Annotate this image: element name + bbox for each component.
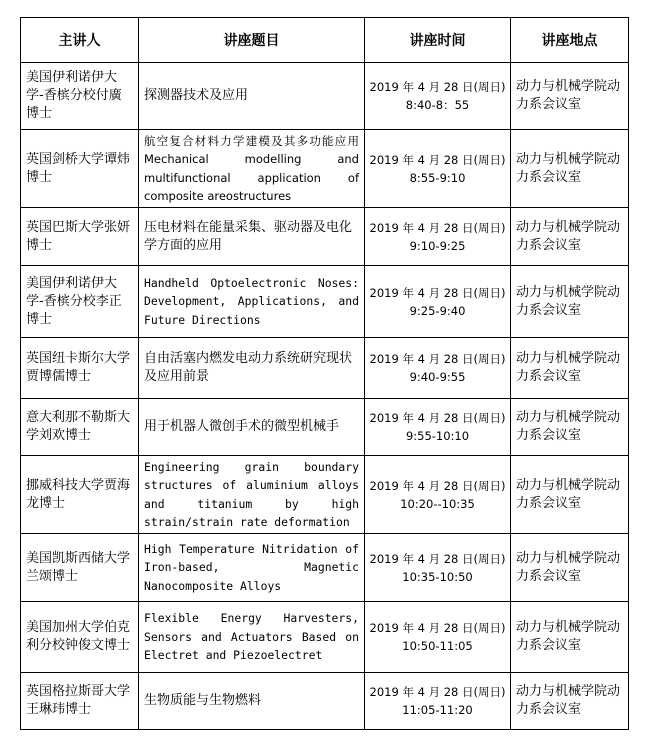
- place-text: 动力与机械学院动力系会议室: [516, 79, 621, 112]
- lecture-schedule-table: [20, 17, 629, 730]
- time-cell: [365, 456, 511, 534]
- time-cell: [365, 399, 511, 456]
- place-cell: [511, 338, 629, 399]
- time-date: 2019 年 4 月 28 日(周日): [369, 285, 506, 300]
- speaker-cell: [21, 266, 139, 338]
- time-date: 2019 年 4 月 28 日(周日): [369, 220, 506, 235]
- topic-cell: [139, 399, 365, 456]
- place-text: 动力与机械学院动力系会议室: [516, 477, 621, 511]
- topic-text: Engineering grain boundary structures of aluminium alloys and titanium by high strain/strain rate deformation: [144, 459, 359, 529]
- time-range: 10:20--10:35: [400, 496, 475, 511]
- place-cell: [511, 602, 629, 673]
- topic-cell: [139, 534, 365, 602]
- time-date: 2019 年 4 月 28 日(周日): [369, 478, 506, 493]
- header-place: 讲座地点: [511, 18, 629, 63]
- header-time: 讲座时间: [365, 18, 511, 63]
- speaker-cell: [21, 130, 139, 208]
- speaker-cell: [21, 456, 139, 534]
- place-cell: [511, 456, 629, 534]
- topic-cell: [139, 266, 365, 338]
- place-cell: [511, 399, 629, 456]
- time-cell: [365, 338, 511, 399]
- time-date: 2019 年 4 月 28 日(周日): [369, 80, 506, 94]
- speaker-name: 英国巴斯大学张妍博士: [26, 219, 131, 253]
- topic-text: 生物质能与生物燃料: [144, 693, 262, 708]
- time-range: 10:50-11:05: [402, 639, 473, 653]
- topic-text: 航空复合材料力学建模及其多功能应用 Mechanical modelling and multifunctional application of composite areostructures: [144, 133, 359, 203]
- topic-cell: [139, 208, 365, 266]
- table-row: [21, 338, 629, 399]
- table-row: [21, 673, 629, 730]
- time-cell: [365, 534, 511, 602]
- speaker-name: 英国格拉斯哥大学王琳玮博士: [26, 684, 131, 717]
- topic-text: Handheld Optoelectronic Noses: Development, Applications, and Future Directions: [144, 275, 359, 327]
- table-row: [21, 63, 629, 130]
- time-range: 9:40-9:55: [409, 370, 466, 384]
- place-cell: [511, 208, 629, 266]
- speaker-cell: [21, 338, 139, 399]
- time-cell: [365, 266, 511, 338]
- time-range: 8:55-9:10: [409, 170, 466, 185]
- time-range: 8:40-8：55: [405, 98, 470, 112]
- topic-text: Flexible Energy Harvesters, Sensors and Actuators Based on Electret and Piezoelectret: [144, 611, 359, 663]
- topic-text: 压电材料在能量采集、驱动器及电化学方面的应用: [144, 219, 353, 253]
- topic-cell: [139, 338, 365, 399]
- header-speaker: 主讲人: [21, 18, 139, 63]
- time-date: 2019 年 4 月 28 日(周日): [369, 685, 506, 699]
- table-row: [21, 208, 629, 266]
- time-date: 2019 年 4 月 28 日(周日): [369, 411, 506, 425]
- speaker-name: 英国纽卡斯尔大学贾博儒博士: [26, 351, 131, 384]
- place-text: 动力与机械学院动力系会议室: [516, 151, 621, 185]
- speaker-name: 挪威科技大学贾海龙博士: [26, 477, 131, 511]
- topic-cell: [139, 673, 365, 730]
- time-cell: [365, 673, 511, 730]
- table-row: [21, 399, 629, 456]
- speaker-cell: [21, 534, 139, 602]
- time-range: 9:25-9:40: [409, 303, 466, 318]
- speaker-cell: [21, 673, 139, 730]
- topic-cell: [139, 456, 365, 534]
- place-cell: [511, 63, 629, 130]
- place-cell: [511, 130, 629, 208]
- topic-cell: [139, 602, 365, 673]
- topic-text: High Temperature Nitridation of Iron-based, Magnetic Nanocomposite Alloys: [144, 541, 359, 593]
- topic-text: 自由活塞内燃发电动力系统研究现状及应用前景: [144, 351, 353, 384]
- place-text: 动力与机械学院动力系会议室: [516, 284, 621, 318]
- time-date: 2019 年 4 月 28 日(周日): [369, 621, 506, 635]
- time-range: 9:55-10:10: [405, 429, 470, 443]
- time-cell: [365, 208, 511, 266]
- speaker-name: 美国凯斯西储大学兰颂博士: [26, 550, 131, 584]
- table-header-row: [21, 18, 629, 63]
- place-text: 动力与机械学院动力系会议室: [516, 351, 621, 384]
- time-range: 11:05-11:20: [402, 703, 473, 717]
- speaker-name: 美国伊利诺伊大学-香槟分校李正博士: [26, 275, 122, 327]
- table-row: [21, 266, 629, 338]
- time-range: 10:35-10:50: [402, 569, 473, 584]
- time-date: 2019 年 4 月 28 日(周日): [369, 352, 506, 366]
- place-text: 动力与机械学院动力系会议室: [516, 620, 621, 653]
- speaker-cell: [21, 399, 139, 456]
- place-cell: [511, 266, 629, 338]
- speaker-name: 意大利那不勒斯大学刘欢博士: [26, 410, 131, 443]
- table-row: [21, 456, 629, 534]
- speaker-name: 英国剑桥大学谭炜博士: [26, 151, 131, 185]
- topic-cell: [139, 130, 365, 208]
- speaker-cell: [21, 208, 139, 266]
- place-text: 动力与机械学院动力系会议室: [516, 410, 621, 443]
- table-row: [21, 602, 629, 673]
- time-date: 2019 年 4 月 28 日(周日): [369, 551, 506, 566]
- speaker-cell: [21, 63, 139, 130]
- time-range: 9:10-9:25: [409, 238, 466, 253]
- table-row: [21, 130, 629, 208]
- header-topic: 讲座题目: [139, 18, 365, 63]
- speaker-cell: [21, 602, 139, 673]
- place-cell: [511, 673, 629, 730]
- time-cell: [365, 602, 511, 673]
- topic-cell: [139, 63, 365, 130]
- place-text: 动力与机械学院动力系会议室: [516, 550, 621, 584]
- table-row: [21, 534, 629, 602]
- topic-text: 探测器技术及应用: [144, 88, 249, 103]
- time-date: 2019 年 4 月 28 日(周日): [369, 152, 506, 167]
- time-cell: [365, 130, 511, 208]
- place-text: 动力与机械学院动力系会议室: [516, 219, 621, 253]
- speaker-name: 美国伊利诺伊大学-香槟分校付廣博士: [26, 70, 122, 121]
- place-text: 动力与机械学院动力系会议室: [516, 684, 621, 717]
- time-cell: [365, 63, 511, 130]
- speaker-name: 美国加州大学伯克利分校钟俊文博士: [26, 620, 131, 653]
- topic-text: 用于机器人微创手术的微型机械手: [144, 419, 340, 434]
- place-cell: [511, 534, 629, 602]
